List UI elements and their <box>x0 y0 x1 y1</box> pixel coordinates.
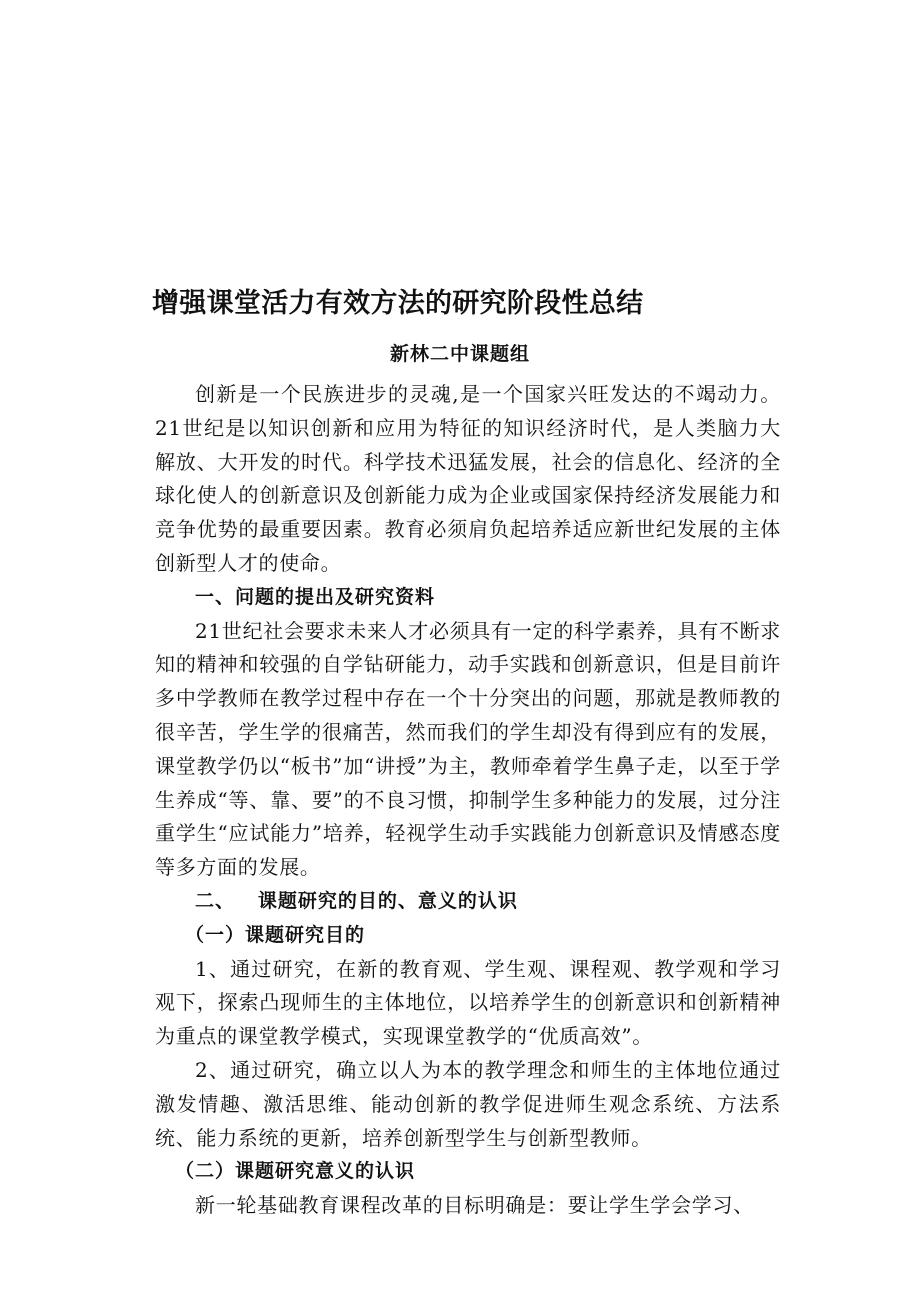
subsection-2-1-heading: （一）课题研究目的 <box>185 923 366 946</box>
intro-paragraph: 创新是一个民族进步的灵魂,是一个国家兴旺发达的不竭动力。21世纪是以知识创新和应用为特征的知识经济时代，是人类脑力大解放、大开发的时代。科学技术迅猛发展，社会的信息化、经济的全球化使人的创新意识及创新能力成为企业或国家保持经济发展能力和竞争优势的最重要因素。教育必须肩负起培养适应新世纪发展的主体创新型人才的使命。 <box>155 382 781 575</box>
subsection-2-2-paragraph: 新一轮基础教育课程改革的目标明确是：要让学生学会学习、 <box>195 1193 754 1218</box>
document-author: 新林二中课题组 <box>389 343 530 365</box>
subsection-2-1-item-1: 1、通过研究，在新的教育观、学生观、课程观、教学观和学习观下，探索凸现师生的主体地位，以培养学生的创新意识和创新精神为重点的课堂教学模式，实现课堂教学的“优质高效”。 <box>155 956 781 1049</box>
subsection-2-1-item-2: 2、通过研究，确立以人为本的教学理念和师生的主体地位通过激发情趣、激活思维、能动创新的教学促进师生观念系统、方法系统、能力系统的更新，培养创新型学生与创新型教师。 <box>155 1057 781 1150</box>
section-1-paragraph: 21世纪社会要求未来人才必须具有一定的科学素养，具有不断求知的精神和较强的自学钻研能力，动手实践和创新意识，但是目前许多中学教师在教学过程中存在一个十分突出的问题，那就是教师教的很辛苦，学生学的很痛苦，然而我们的学生却没有得到应有的发展，课堂教学仍以“板书”加“讲授”为主，教师牵着学生鼻子走，以至于学生养成“等、靠、要”的不良习惯，抑制学生多种能力的发展，过分注重学生“应试能力”培养，轻视学生动手实践能力创新意识及情感态度等多方面的发展。 <box>155 618 781 880</box>
section-2-heading: 二、 课题研究的目的、意义的认识 <box>195 889 518 912</box>
document-body <box>155 378 781 1223</box>
section-1-heading: 一、问题的提出及研究资料 <box>195 585 436 608</box>
subsection-2-2-heading: （二）课题研究意义的认识 <box>175 1160 416 1183</box>
document-title: 增强课堂活力有效方法的研究阶段性总结 <box>152 288 644 319</box>
